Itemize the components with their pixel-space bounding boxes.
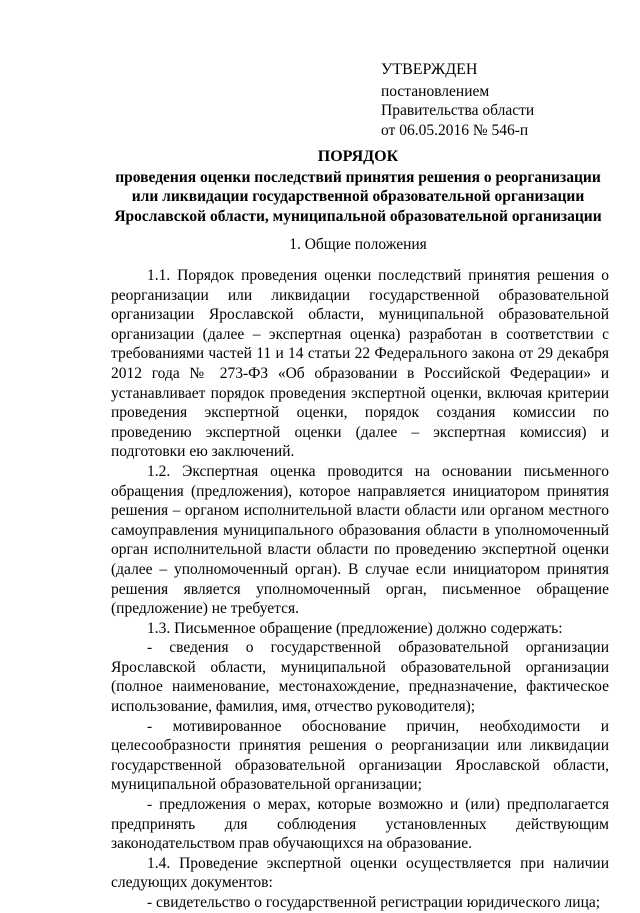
- subtitle-line: проведения оценки последствий принятия решения о реорганизации: [115, 168, 601, 186]
- approval-stamp: [381, 60, 621, 140]
- list-item: - сведения о государственной образовательной организации Ярославской области, муниципальной образовательной организации (полное наименование, местонахождение, предназначение, фактическое использование, фамилия, имя, отчество руководителя);: [111, 639, 609, 716]
- subtitle-line: или ликвидации государственной образовательной организации: [131, 188, 585, 206]
- list-item: - свидетельство о государственной регистрации юридического лица;: [147, 894, 601, 911]
- list-item: - мотивированное обоснование причин, необходимости и целесообразности принятия решения о реорганизации или ликвидации государственной образовательной организации Ярославской области, муниципальной образовательной организации;: [111, 717, 609, 794]
- paragraph: 1.1. Порядок проведения оценки последствий принятия решения о реорганизации или ликвидации государственной образовательной организации Ярославской области, муниципальной образовательной организации (далее – экспертная оценка) разработан в соответствии с требованиями частей 11 и 14 статьи 22 Федерального закона от 29 декабря 2012 года № 273-ФЗ «Об образовании в Российской Федерации» и устанавливает порядок проведения экспертной оценки, включая критерии проведения экспертной оценки, порядок создания комиссии по проведению экспертной оценки (далее – экспертная комиссия) и подготовки ею заключений.: [111, 267, 609, 461]
- document-title: ПОРЯДОК: [317, 148, 399, 165]
- document-body: [111, 266, 609, 913]
- section-heading: 1. Общие положения: [289, 236, 427, 253]
- approval-line: постановлением: [381, 82, 490, 100]
- approval-heading: УТВЕРЖДЕН: [381, 61, 478, 78]
- document-subtitle: [96, 168, 620, 227]
- paragraph: 1.4. Проведение экспертной оценки осуществляется при наличии следующих документов:: [111, 854, 609, 892]
- approval-line: от 06.05.2016 № 546-п: [381, 121, 529, 139]
- approval-line: Правительства области: [381, 102, 535, 120]
- subtitle-line: Ярославской области, муниципальной образовательной организации: [114, 207, 602, 225]
- paragraph: 1.2. Экспертная оценка проводится на основании письменного обращения (предложения), которое направляется инициатором принятия решения – органом исполнительной власти области или органом местного самоуправления муниципального образования области в уполномоченный орган исполнительной власти области по проведению экспертной оценки (далее – уполномоченный орган). В случае если инициатором принятия решения является уполномоченный орган, письменное обращение (предложение) не требуется.: [111, 462, 609, 618]
- list-item: - предложения о мерах, которые возможно и (или) предполагается предпринять для соблюдения установленных действующим законодательством прав обучающихся на образование.: [111, 796, 609, 853]
- document-title-block: [96, 147, 620, 226]
- paragraph: 1.3. Письменное обращение (предложение) должно содержать:: [147, 619, 563, 637]
